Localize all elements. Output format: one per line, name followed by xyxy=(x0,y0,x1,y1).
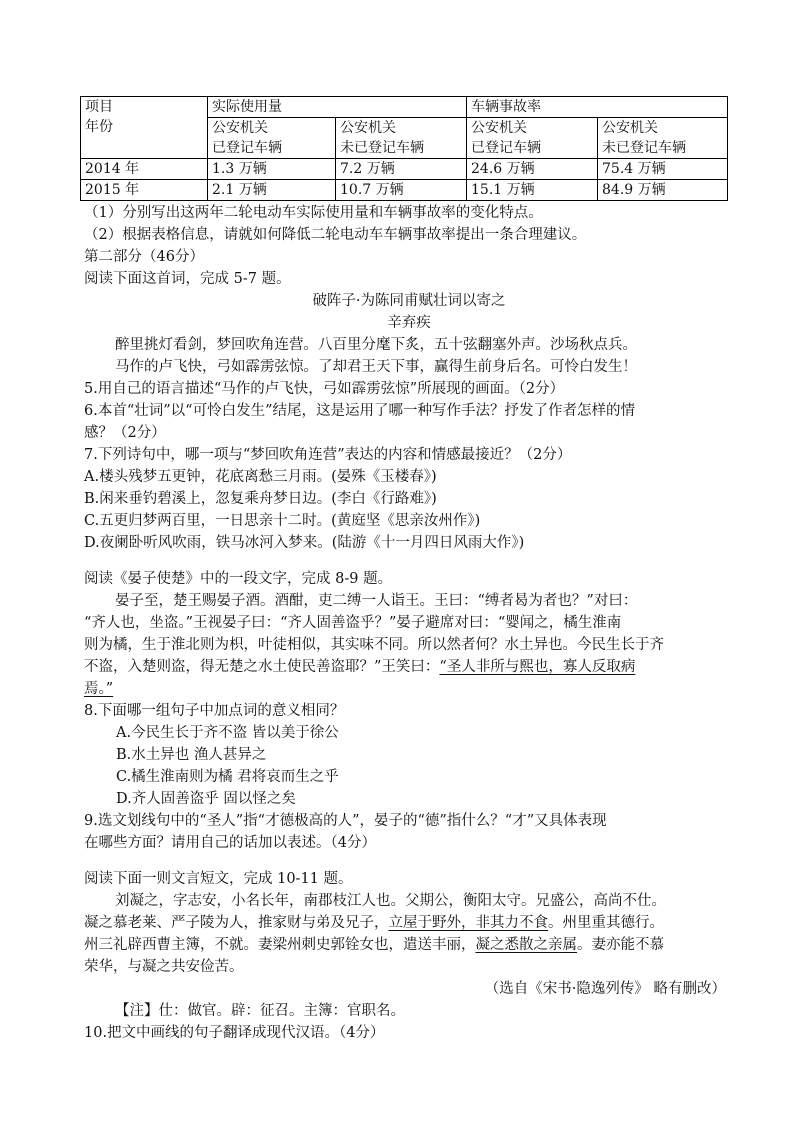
option-d: D.夜阑卧听风吹雨，铁马冰河入梦来。(陆游《十一月四日风雨大作》) xyxy=(84,535,525,551)
question-2: （2）根据表格信息，请就如何降低二轮电动车车辆事故率提出一条合理建议。 xyxy=(84,227,587,243)
poem-line: 醉里挑灯看剑，梦回吹角连营。八百里分麾下炙，五十弦翻塞外声。沙场秋点兵。 xyxy=(115,337,637,353)
underlined-sentence: 凝之悉散之亲属 xyxy=(475,937,577,953)
question-9-cont: 在哪些方面？请用自己的话加以表述。（4分） xyxy=(84,835,376,851)
passage-text: 凝之慕老莱、严子陵为人，推家财与弟及兄子， xyxy=(84,915,389,931)
option-c: C.橘生淮南则为橘 君将哀而生之乎 xyxy=(116,769,339,785)
table-cell: 84.9 万辆 xyxy=(598,180,728,201)
passage-text: 州三礼辟西曹主簿，不就。妻梁州刺史郭铨女也，遣送丰丽， xyxy=(84,937,476,953)
passage-text: 不盗，入楚则盗，得无楚之水土使民善盗耶？”王笑曰： xyxy=(84,659,440,675)
header-year-label: 年份 xyxy=(85,119,113,135)
annotation-note: 【注】仕：做官。辟：征召。主簿：官职名。 xyxy=(115,1003,405,1019)
table-header-row xyxy=(81,97,728,118)
table-cell: 2014 年 xyxy=(81,159,208,180)
passage-line: 刘凝之，字志安，小名长年，南郡枝江人也。父期公，衡阳太守。兄盛公，高尚不仕。 xyxy=(115,893,666,909)
table-row xyxy=(81,159,728,180)
passage-line xyxy=(84,912,734,934)
poem-title: 破阵子·为陈同甫赋壮词以寄之 xyxy=(312,293,506,309)
underlined-sentence: “圣人非所与熙也，寡人反取病 xyxy=(439,659,636,675)
underlined-sentence-end: 焉。” xyxy=(84,681,114,697)
group-header-usage: 实际使用量 xyxy=(208,97,467,118)
passage-line: “齐人也，坐盗。”王视晏子曰：“齐人固善盗乎？”晏子避席对曰：“婴闻之，橘生淮南 xyxy=(84,615,622,631)
underlined-sentence: 立屋于野外，非其力不食 xyxy=(388,915,548,931)
question-8: 8.下面哪一组句子中加点词的意义相同？ xyxy=(84,703,345,719)
table-cell: 15.1 万辆 xyxy=(467,180,598,201)
passage-text: 。州里重其德行。 xyxy=(548,915,664,931)
passage-line xyxy=(84,678,734,700)
data-table xyxy=(80,96,728,201)
table-cell: 2015 年 xyxy=(81,180,208,201)
subheader-line: 公安机关 xyxy=(212,120,268,136)
table-row xyxy=(81,180,728,201)
subheader-line: 已登记车辆 xyxy=(212,140,282,156)
table-cell: 2.1 万辆 xyxy=(208,180,336,201)
reading-instruction: 阅读下面这首词，完成 5-7 题。 xyxy=(84,271,291,287)
poem-author: 辛弃疾 xyxy=(387,315,431,331)
reading-instruction: 阅读《晏子使楚》中的一段文字，完成 8-9 题。 xyxy=(84,571,393,587)
passage-text: 。妻亦能不慕 xyxy=(577,937,664,953)
option-a: A.楼头残梦五更钟，花底离愁三月雨。(晏殊《玉楼春》) xyxy=(84,469,437,485)
reading-instruction: 阅读下面一则文言短文，完成 10-11 题。 xyxy=(84,871,353,887)
question-5: 5.用自己的语言描述“马作的卢飞快，弓如霹雳弦惊”所展现的画面。（2分） xyxy=(84,381,565,397)
subheader-line: 公安机关 xyxy=(340,120,396,136)
source-citation: （选自《宋书·隐逸列传》 略有删改） xyxy=(484,981,726,997)
subheader-cell xyxy=(598,118,728,159)
passage-line xyxy=(84,656,734,678)
passage-line: 晏子至，楚王赐晏子酒。酒酣，吏二缚一人诣王。王曰：“缚者曷为者也？”对曰： xyxy=(115,593,638,609)
table-cell: 75.4 万辆 xyxy=(598,159,728,180)
table-corner-cell xyxy=(81,97,208,159)
table-cell: 7.2 万辆 xyxy=(336,159,467,180)
part-heading: 第二部分（46分） xyxy=(84,249,204,265)
poem-line: 马作的卢飞快，弓如霹雳弦惊。了却君王天下事，赢得生前身后名。可怜白发生！ xyxy=(115,359,637,375)
question-1: （1）分别写出这两年二轮电动车实际使用量和车辆事故率的变化特点。 xyxy=(84,205,543,221)
option-a: A.今民生长于齐不盗 皆以美于徐公 xyxy=(116,725,339,741)
subheader-line: 公安机关 xyxy=(602,120,658,136)
question-9: 9.选文划线句中的“圣人”指“才德极高的人”，晏子的“德”指什么？“才”又具体表现 xyxy=(84,813,607,829)
option-d: D.齐人固善盗乎 固以怪之矣 xyxy=(116,791,296,807)
option-b: B.闲来垂钓碧溪上，忽复乘舟梦日边。(李白《行路难》) xyxy=(84,491,437,507)
question-7: 7.下列诗句中，哪一项与“梦回吹角连营”表达的内容和情感最接近？（2分） xyxy=(84,447,572,463)
subheader-line: 未已登记车辆 xyxy=(340,140,424,156)
question-10: 10.把文中画线的句子翻译成现代汉语。（4分） xyxy=(84,1025,385,1041)
header-item-label: 项目 xyxy=(85,99,113,115)
question-6-cont: 感？（2分） xyxy=(84,425,166,441)
subheader-cell xyxy=(467,118,598,159)
subheader-line: 未已登记车辆 xyxy=(602,140,686,156)
subheader-line: 已登记车辆 xyxy=(471,140,541,156)
passage-line xyxy=(84,934,734,956)
subheader-cell xyxy=(336,118,467,159)
group-header-accident-rate: 车辆事故率 xyxy=(467,97,728,118)
subheader-line: 公安机关 xyxy=(471,120,527,136)
option-b: B.水土异也 渔人甚异之 xyxy=(116,747,267,763)
option-c: C.五更归梦两百里，一日思亲十二时。(黄庭坚《思亲汝州作》) xyxy=(84,513,481,529)
passage-line: 荣华，与凝之共安俭苦。 xyxy=(84,959,244,975)
question-6: 6.本首“壮词”以“可怜白发生”结尾，这是运用了哪一种写作手法？抒发了作者怎样的情 xyxy=(84,403,635,419)
passage-line: 则为橘，生于淮北则为枳，叶徒相似，其实味不同。所以然者何？水土异也。今民生长于齐 xyxy=(84,637,664,653)
subheader-cell xyxy=(208,118,336,159)
table-cell: 24.6 万辆 xyxy=(467,159,598,180)
table-cell: 10.7 万辆 xyxy=(336,180,467,201)
table-cell: 1.3 万辆 xyxy=(208,159,336,180)
